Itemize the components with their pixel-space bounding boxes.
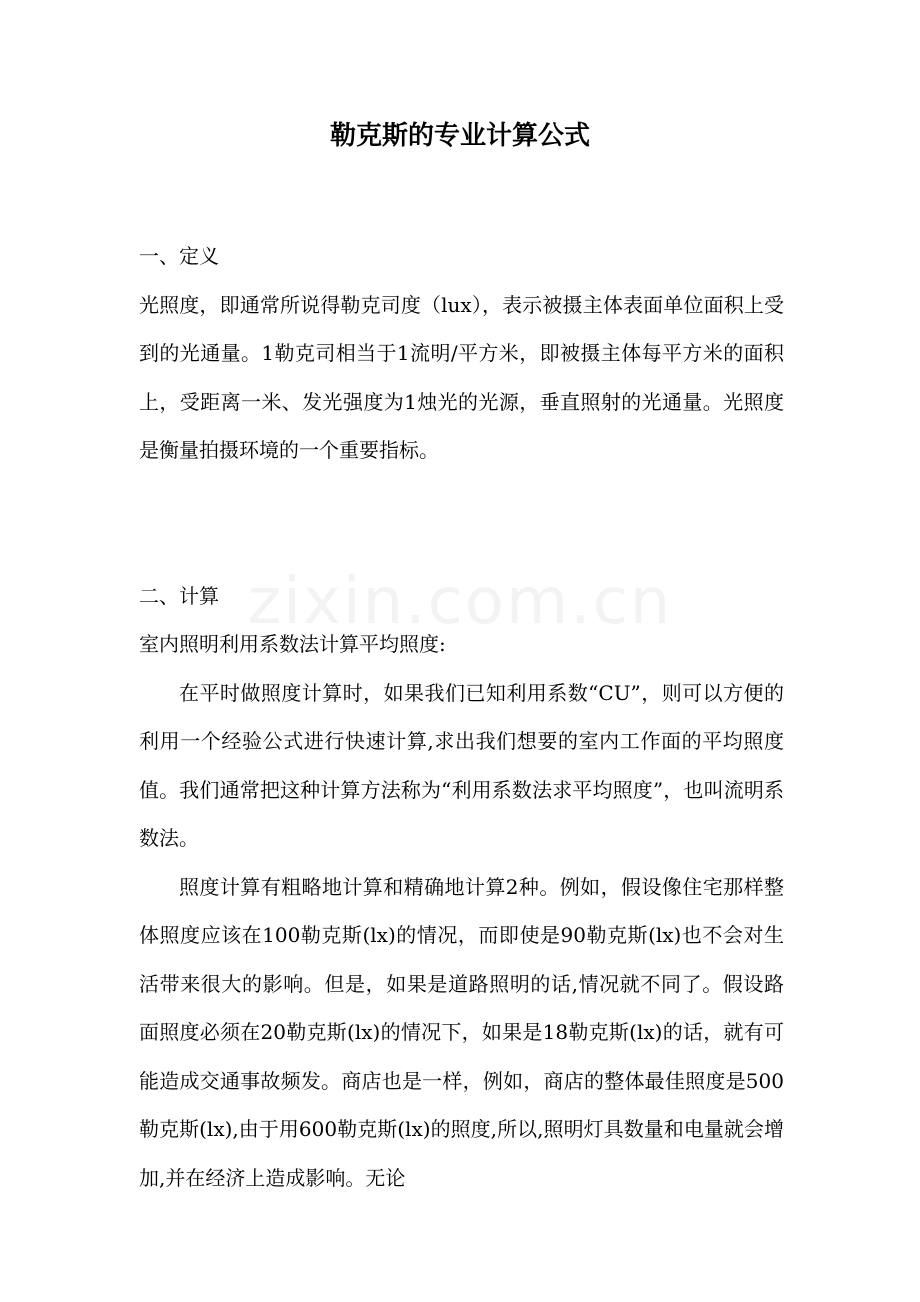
calculation-paragraph-2: 照度计算有粗略地计算和精确地计算2种。例如，假设像住宅那样整体照度应该在100勒克斯(lx)的情况，而即使是90勒克斯(lx)也不会对生活带来很大的影响。但是，如果是道路照明的话,情况就不同了。假设路面照度必须在20勒克斯(lx)的情况下，如果是18勒克斯(lx)的话，就有可能造成交通事故频发。商店也是一样，例如，商店的整体最佳照度是500勒克斯(lx),由于用600勒克斯(lx)的照度,所以,照明灯具数量和电量就会增加,并在经济上造成影响。无论 [139, 874, 784, 1190]
definition-paragraph: 光照度，即通常所说得勒克司度（lux），表示被摄主体表面单位面积上受到的光通量。1勒克司相当于1流明/平方米，即被摄主体每平方米的面积上，受距离一米、发光强度为1烛光的光源，垂直照射的光通量。光照度是衡量拍摄环境的一个重要指标。 [139, 292, 784, 462]
document-body [139, 232, 784, 1202]
section-heading-definition: 一、定义 [139, 244, 219, 268]
section-heading-calculation: 二、计算 [139, 583, 219, 608]
document-title: 勒克斯的专业计算公式 [329, 121, 590, 151]
section-spacer [139, 475, 784, 572]
calculation-intro: 室内照明利用系数法计算平均照度: [139, 632, 446, 656]
calculation-paragraph-1: 在平时做照度计算时，如果我们已知利用系数“CU”，则可以方便的利用一个经验公式进行快速计算,求出我们想要的室内工作面的平均照度值。我们通常把这种计算方法称为“利用系数法求平均照度”，也叫流明系数法。 [139, 680, 784, 850]
